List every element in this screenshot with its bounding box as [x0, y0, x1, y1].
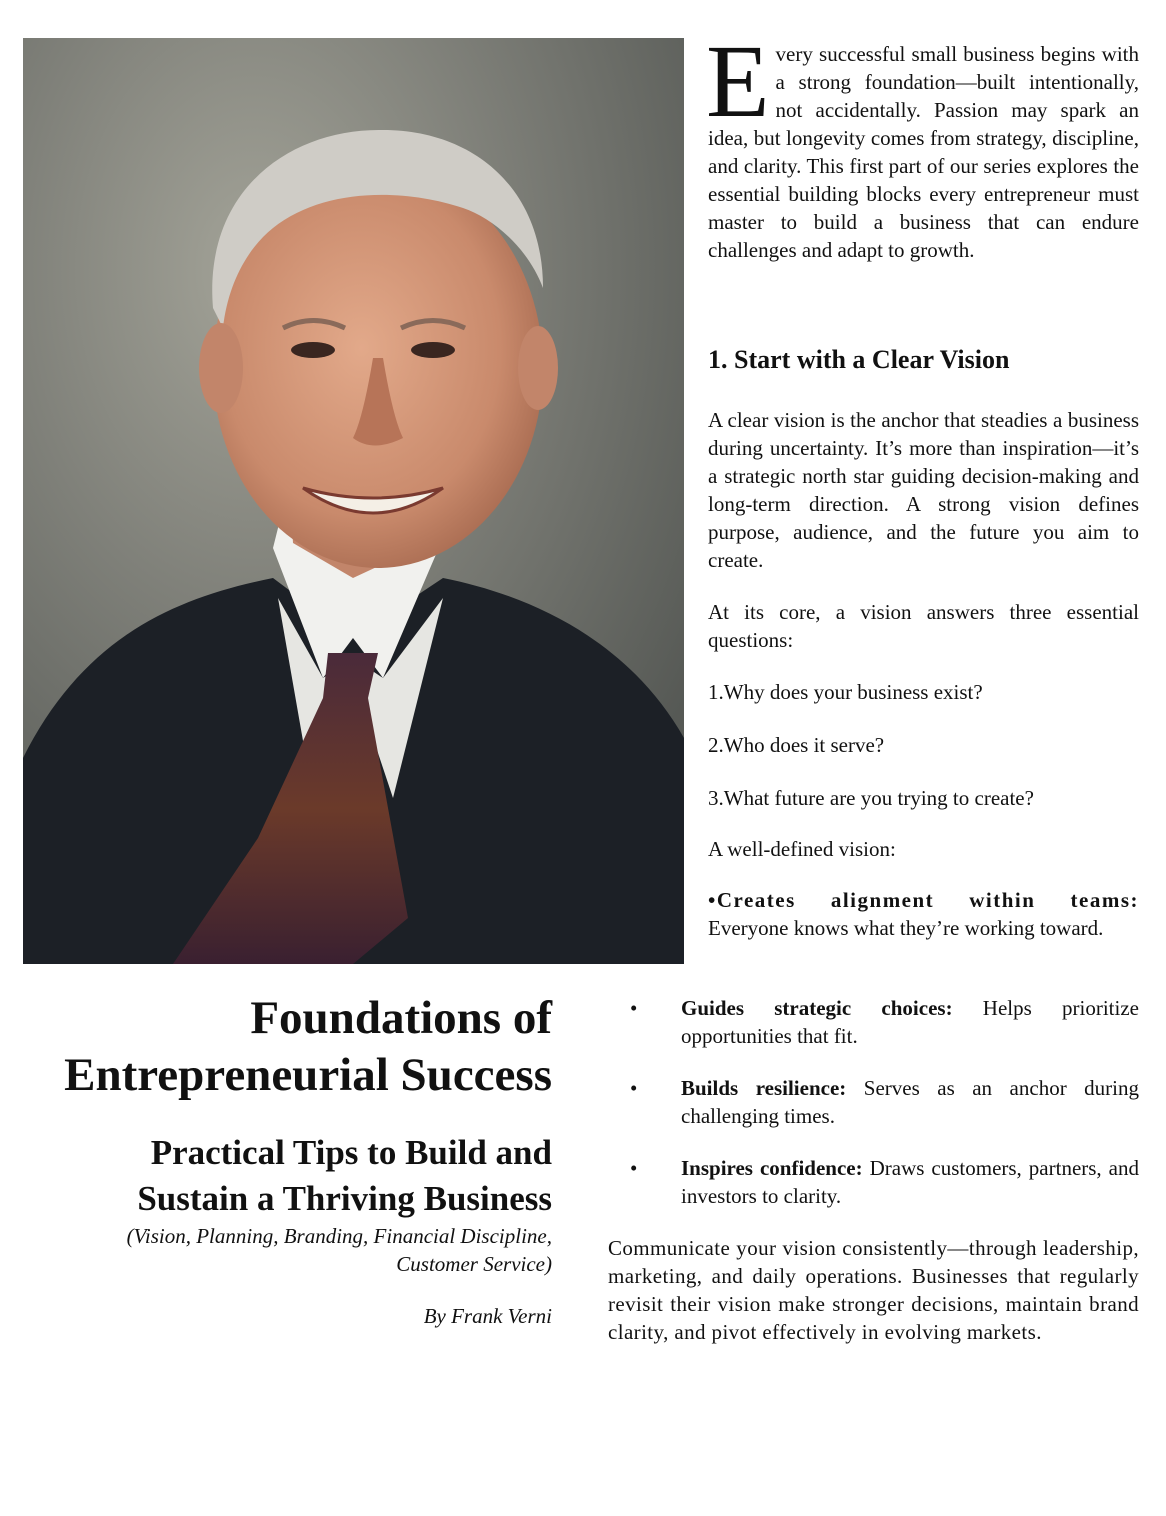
first-bullet-bold: •Creates alignment within teams: [708, 888, 1139, 912]
bullet-text: Helps prioritize opportunities that fit. [681, 996, 1139, 1048]
first-bullet-text: Everyone knows what they’re working toward. [708, 916, 1104, 940]
bullet-bold: Inspires confidence: [681, 1156, 863, 1180]
subtitle-line: Sustain a Thriving Business [137, 1179, 552, 1218]
title-line: Foundations of [250, 992, 552, 1044]
vision-paragraph: A clear vision is the anchor that steadies a business during uncertainty. It’s more than inspiration—it’s a strategic north star guiding decision-making and long-term direction. A strong vision defines purpose, audience, and the future you aim to create. [708, 408, 1139, 572]
question-item: 3.What future are you trying to create? [708, 786, 1034, 810]
portrait-illustration [23, 38, 684, 964]
bullet-marker: • [630, 1076, 638, 1100]
well-defined-label: A well-defined vision: [708, 837, 896, 861]
topics-text: (Vision, Planning, Branding, Financial Discipline, [126, 1224, 552, 1248]
subtitle-line: Practical Tips to Build and [150, 1133, 552, 1172]
topics-text: Customer Service) [396, 1252, 552, 1276]
list-item [608, 1074, 1139, 1130]
author-photo [23, 38, 684, 964]
list-item [608, 1154, 1139, 1210]
list-item [608, 994, 1139, 1050]
bullet-marker: • [630, 996, 638, 1020]
bullet-bold: Guides strategic choices: [681, 996, 953, 1020]
question-item: 2.Who does it serve? [708, 733, 885, 757]
author-byline: By Frank Verni [423, 1304, 552, 1328]
bullet-text: Draws customers, partners, and investors to clarity. [681, 1156, 1139, 1208]
vision-bullet-list [608, 994, 1139, 1234]
drop-cap: E [706, 24, 770, 139]
closing-paragraph: Communicate your vision consistently—through leadership, marketing, and daily operations. Businesses that regularly revisit their vision make stronger decisions, maintain brand clarity, and pivot effectively in evolving markets. [608, 1236, 1139, 1344]
bullet-text: Serves as an anchor during challenging times. [681, 1076, 1140, 1128]
intro-paragraph [706, 24, 1139, 264]
title-line: Entrepreneurial Success [64, 1049, 552, 1101]
intro-text: very successful small business begins with a strong foundation—built intentionally, not accidentally. Passion may spark an idea, but longevity comes from strategy, discipline, and clarity. This first part of our series explores the essential building blocks every entrepreneur must master to build a business that can endure challenges and adapt to growth. [708, 42, 1139, 262]
bullet-marker: • [630, 1156, 638, 1180]
article-subtitle [23, 1130, 552, 1222]
question-item: 1.Why does your business exist? [708, 680, 983, 704]
bullet-bold: Builds resilience: [681, 1076, 847, 1100]
article-title [23, 990, 552, 1104]
article-right-column [706, 24, 1139, 940]
first-bullet [708, 886, 1139, 942]
section-heading: 1. Start with a Clear Vision [708, 345, 1010, 374]
title-block [23, 990, 552, 1330]
topics-line [23, 1222, 552, 1278]
core-paragraph: At its core, a vision answers three essential questions: [708, 600, 1139, 652]
